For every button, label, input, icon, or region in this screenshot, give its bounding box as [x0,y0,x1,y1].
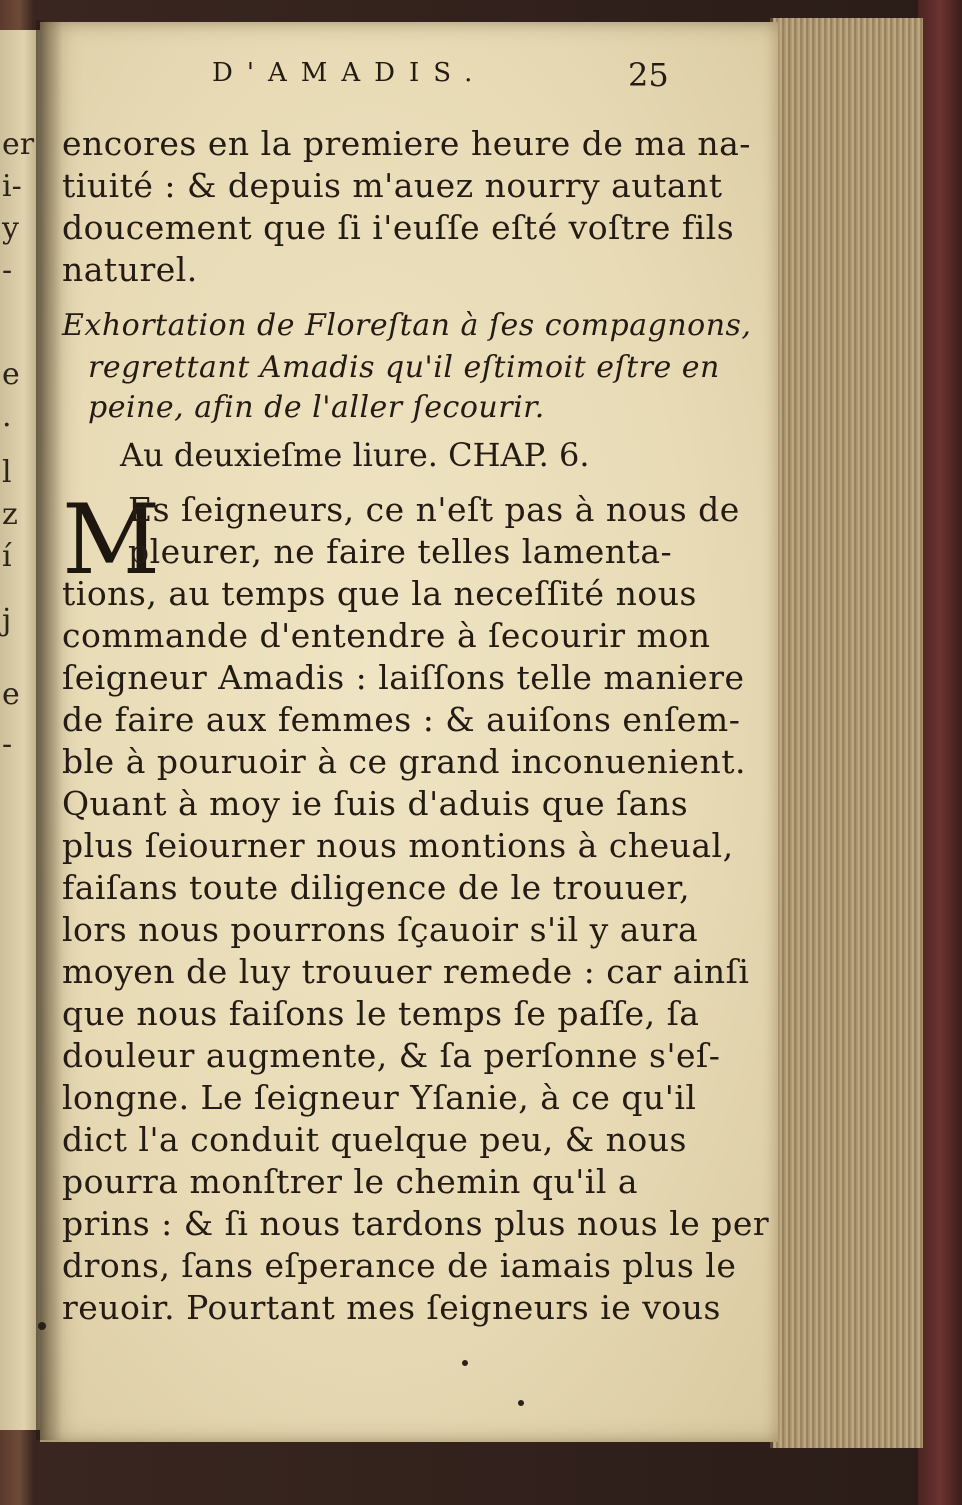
text-line: que nous faiſons le temps ſe paſſe, ſa [62,994,700,1033]
ink-dot-mark [460,1358,470,1368]
book-binding [918,0,962,1505]
text-line: de faire aux femmes : & auiſons enſem- [62,700,741,739]
facing-page-fragment: er [2,127,35,162]
facing-page-fragment: - [2,727,13,762]
rubric-line: peine, afin de l'aller ſecourir. [88,390,545,425]
facing-page-fragment: l [2,455,12,490]
text-line: moyen de luy trouuer remede : car ainſi [62,952,750,991]
text-line: reuoir. Pourtant mes ſeigneurs ie vous [62,1288,721,1327]
text-line: Quant à moy ie ſuis d'aduis que ſans [62,784,689,823]
facing-page-fragment: . [2,399,12,434]
text-line: dict l'a conduit quelque peu, & nous [62,1120,687,1159]
text-line: naturel. [62,250,198,289]
running-head: D'AMADIS. [212,58,487,88]
drop-cap: M [62,484,161,596]
text-line: commande d'entendre à ſecourir mon [62,616,711,655]
text-line: plus ſeiourner nous montions à cheual, [62,826,734,865]
text-line: pourra monſtrer le chemin qu'il a [62,1162,639,1201]
text-line: lors nous pourrons ſçauoir s'il y aura [62,910,699,949]
facing-page-fragment: j [2,603,12,638]
facing-page-fragment: e [2,357,20,392]
facing-page-edge [0,30,40,1430]
text-line: faiſans toute diligence de le trouuer, [62,868,691,907]
chapter-heading: Au deuxieſme liure. CHAP. 6. [120,436,590,474]
rubric-line: regrettant Amadis qu'il eſtimoit eſtre en [88,350,720,385]
rubric-line: Exhortation de Floreſtan à ſes compagnons, [62,308,752,343]
facing-page-fragment: e [2,677,20,712]
facing-page-fragment: y [2,211,19,246]
facing-page-fragment: i- [2,169,22,204]
text-line: tiuité : & depuis m'auez nourry autant [62,166,723,205]
text-line: prins : & ſi nous tardons plus nous le per [62,1204,770,1243]
page-block-edge [770,18,923,1448]
text-line: tions, au temps que la neceſſité nous [62,574,697,613]
gutter-shadow [36,20,62,1440]
text-line: drons, ſans eſperance de iamais plus le [62,1246,737,1285]
facing-page-fragment: z [2,497,18,532]
facing-page-fragment: - [2,253,13,288]
text-line: Es ſeigneurs, ce n'eſt pas à nous de [128,490,740,529]
text-line: doucement que ſi i'euſſe eſté voſtre fils [62,208,735,247]
ink-dot-mark [516,1398,526,1408]
text-line: douleur augmente, & ſa perſonne s'eſ- [62,1036,721,1075]
text-line: ble à pouruoir à ce grand inconuenient. [62,742,746,781]
text-line: encores en la premiere heure de ma na- [62,124,751,163]
facing-page-fragment: í [2,539,12,574]
page-number: 25 [628,56,669,94]
text-line: ſeigneur Amadis : laiſſons telle maniere [62,658,745,697]
ink-dot-mark [36,1320,48,1332]
text-line: pleurer, ne faire telles lamenta- [128,532,673,571]
text-line: longne. Le ſeigneur Yſanie, à ce qu'il [62,1078,697,1117]
